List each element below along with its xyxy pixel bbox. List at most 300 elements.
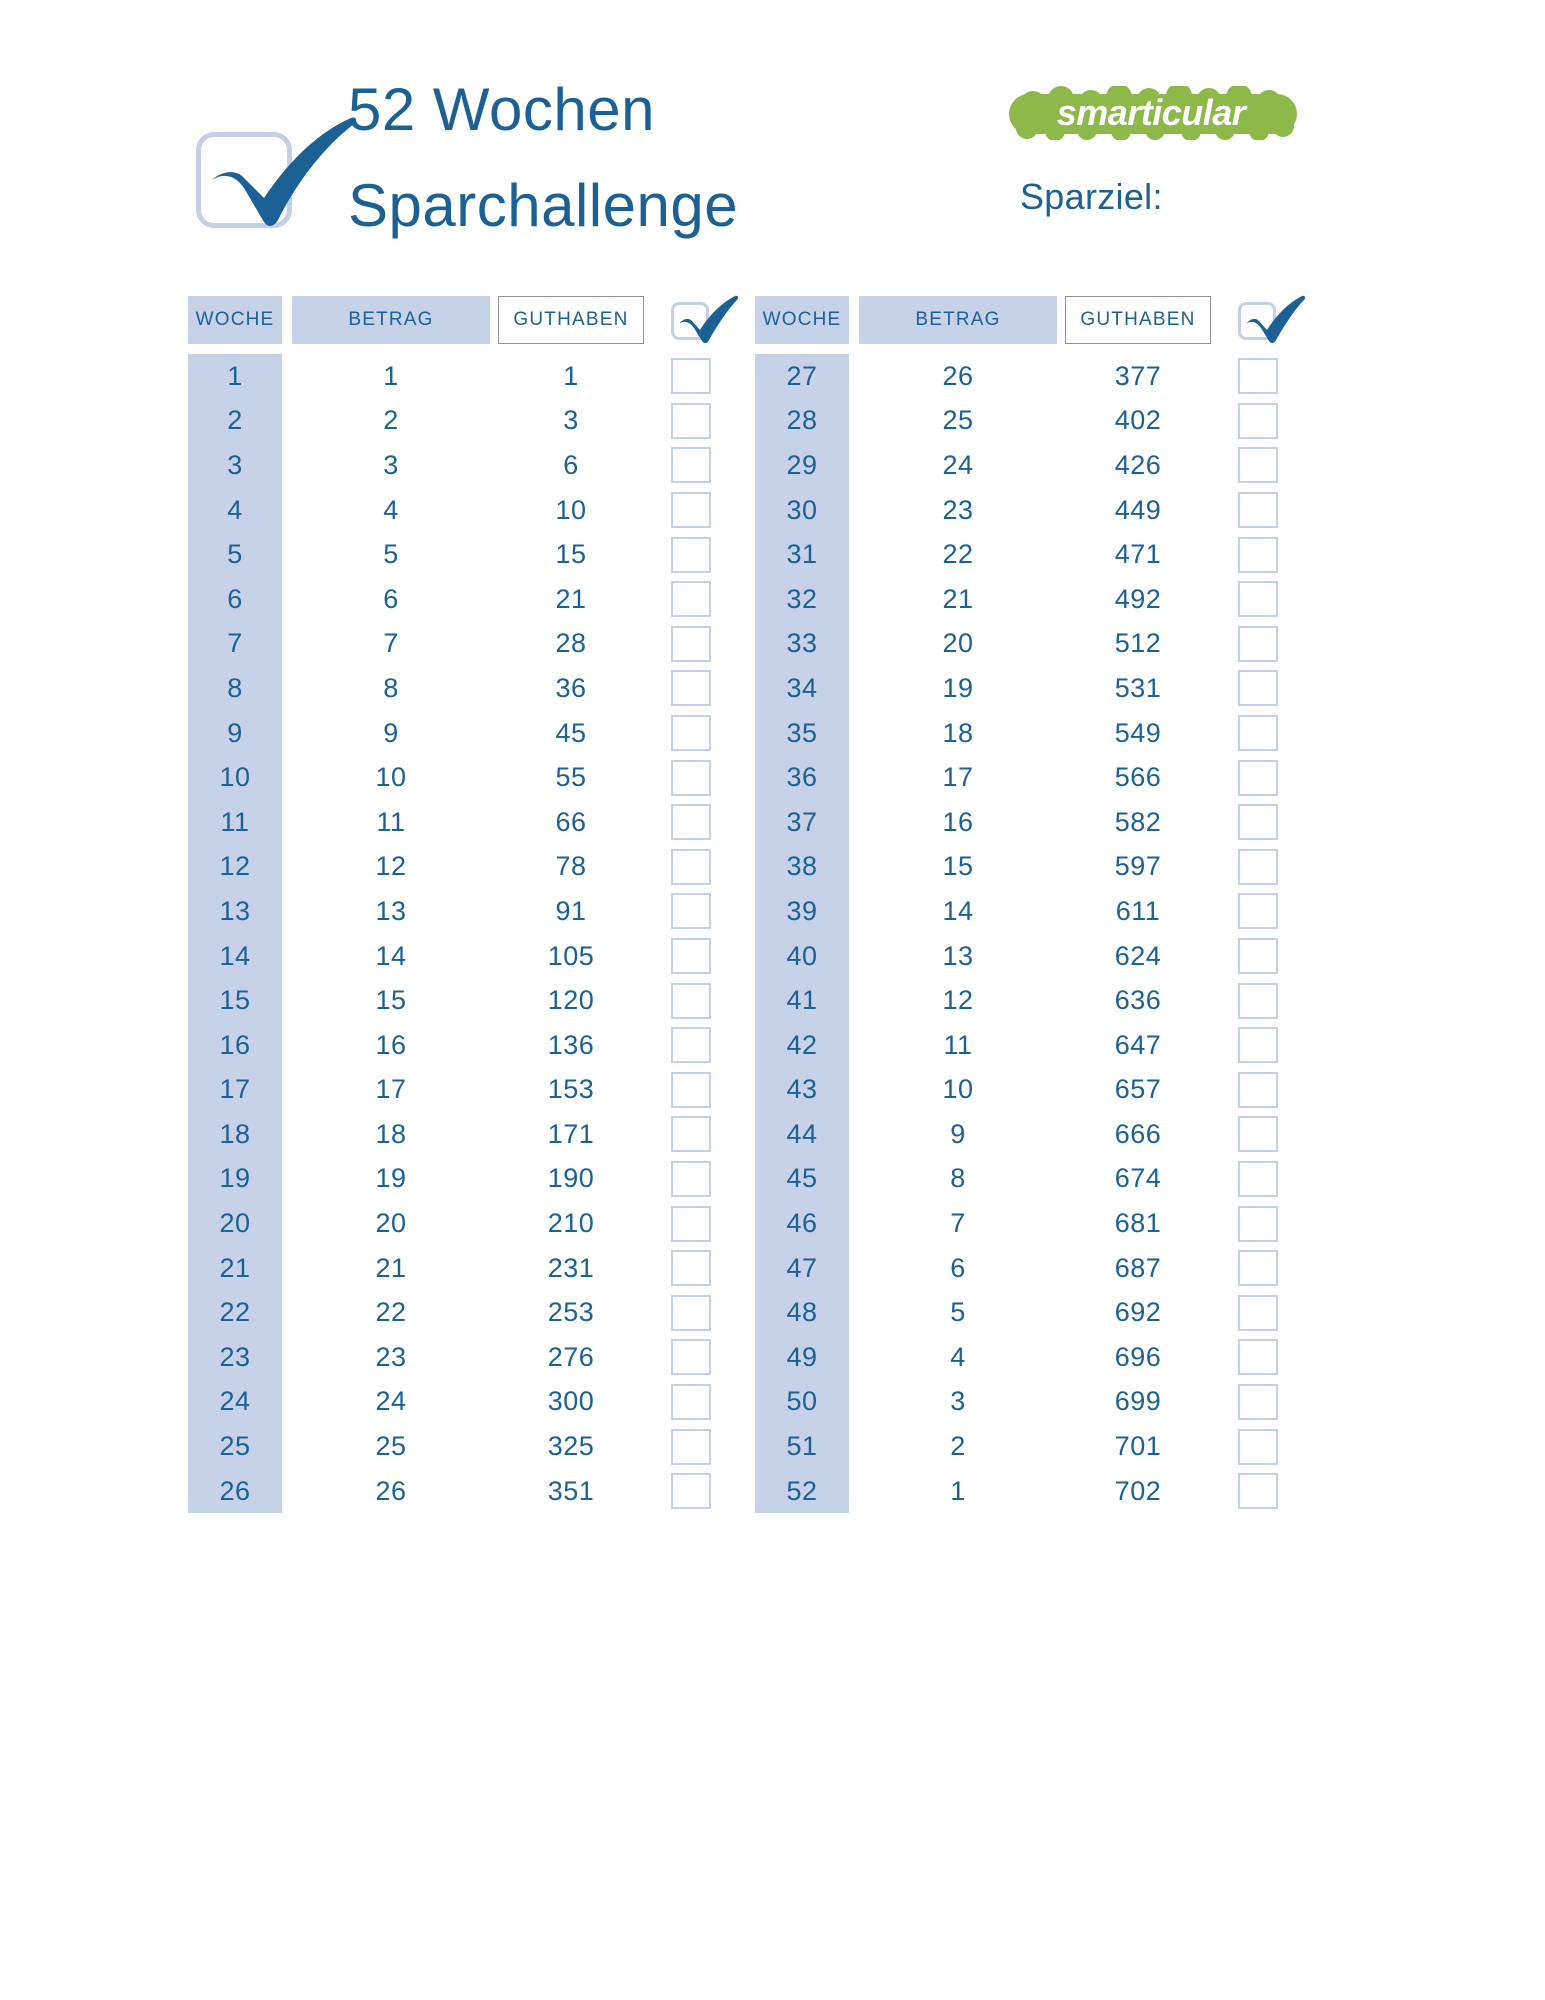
cell-guthaben: 3 — [563, 405, 579, 436]
row-checkbox[interactable] — [1238, 1116, 1278, 1152]
cell-checkbox-wrapper — [654, 755, 728, 800]
cell-checkbox-wrapper — [1221, 1424, 1295, 1469]
cell-guthaben: 647 — [1114, 1029, 1162, 1060]
cell-checkbox-wrapper — [654, 488, 728, 533]
cell-betrag: 16 — [942, 806, 974, 837]
cell-guthaben: 1 — [563, 360, 579, 391]
table-right — [755, 296, 1295, 1513]
cell-betrag: 12 — [942, 985, 974, 1016]
row-checkbox[interactable] — [671, 447, 711, 483]
cell-checkbox-wrapper — [654, 1424, 728, 1469]
table-row — [188, 1290, 728, 1335]
cell-guthaben: 91 — [555, 895, 587, 926]
cell-woche: 31 — [786, 539, 818, 570]
cell-guthaben: 692 — [1114, 1297, 1162, 1328]
cell-woche: 6 — [227, 583, 243, 614]
cell-checkbox-wrapper — [1221, 1068, 1295, 1113]
cell-betrag: 1 — [383, 360, 399, 391]
cell-woche: 52 — [786, 1475, 818, 1506]
row-checkbox[interactable] — [1238, 447, 1278, 483]
cell-guthaben: 512 — [1114, 628, 1162, 659]
cell-betrag: 14 — [942, 895, 974, 926]
row-checkbox[interactable] — [1238, 1384, 1278, 1420]
table-row — [188, 755, 728, 800]
cell-checkbox-wrapper — [654, 889, 728, 934]
cell-guthaben: 681 — [1114, 1208, 1162, 1239]
cell-betrag: 5 — [383, 539, 399, 570]
cell-betrag: 3 — [950, 1386, 966, 1417]
table-row — [755, 622, 1295, 667]
table-row — [188, 354, 728, 399]
row-checkbox[interactable] — [671, 1116, 711, 1152]
table-row — [755, 1023, 1295, 1068]
row-checkbox[interactable] — [1238, 1473, 1278, 1509]
row-checkbox[interactable] — [671, 804, 711, 840]
row-checkbox[interactable] — [1238, 581, 1278, 617]
cell-guthaben: 471 — [1114, 539, 1162, 570]
cell-guthaben: 21 — [555, 583, 587, 614]
cell-woche: 22 — [219, 1297, 251, 1328]
table-row — [755, 1290, 1295, 1335]
row-checkbox[interactable] — [671, 1295, 711, 1331]
title-line-2: Sparchallenge — [348, 172, 739, 239]
cell-guthaben: 153 — [547, 1074, 595, 1105]
cell-woche: 50 — [786, 1386, 818, 1417]
cell-guthaben: 55 — [555, 762, 587, 793]
cell-woche: 39 — [786, 895, 818, 926]
cell-betrag: 4 — [950, 1341, 966, 1372]
cell-woche: 46 — [786, 1208, 818, 1239]
cell-woche: 18 — [219, 1118, 251, 1149]
table-row — [755, 1469, 1295, 1514]
table-left — [188, 296, 728, 1513]
cell-guthaben: 636 — [1114, 985, 1162, 1016]
table-row — [755, 399, 1295, 444]
table-row — [188, 443, 728, 488]
page-title — [340, 62, 900, 254]
cell-checkbox-wrapper — [1221, 755, 1295, 800]
cell-checkbox-wrapper — [654, 1246, 728, 1291]
table-row — [188, 622, 728, 667]
cell-woche: 19 — [219, 1163, 251, 1194]
cell-woche: 21 — [219, 1252, 251, 1283]
row-checkbox[interactable] — [671, 626, 711, 662]
row-checkbox[interactable] — [671, 492, 711, 528]
cell-woche: 12 — [219, 851, 251, 882]
cell-checkbox-wrapper — [654, 1335, 728, 1380]
cell-betrag: 15 — [942, 851, 974, 882]
cell-checkbox-wrapper — [1221, 399, 1295, 444]
row-checkbox[interactable] — [671, 1206, 711, 1242]
cell-guthaben: 351 — [547, 1475, 595, 1506]
cell-checkbox-wrapper — [1221, 443, 1295, 488]
cell-checkbox-wrapper — [654, 978, 728, 1023]
cell-guthaben: 325 — [547, 1431, 595, 1462]
cell-betrag: 21 — [942, 583, 974, 614]
cell-checkbox-wrapper — [654, 1112, 728, 1157]
cell-betrag: 25 — [942, 405, 974, 436]
cell-guthaben: 674 — [1114, 1163, 1162, 1194]
column-header-guthaben: GUTHABEN — [498, 296, 644, 344]
cell-betrag: 23 — [375, 1341, 407, 1372]
row-checkbox[interactable] — [1238, 938, 1278, 974]
row-checkbox[interactable] — [671, 1250, 711, 1286]
cell-woche: 24 — [219, 1386, 251, 1417]
cell-woche: 10 — [219, 762, 251, 793]
cell-guthaben: 105 — [547, 940, 595, 971]
cell-betrag: 16 — [375, 1029, 407, 1060]
cell-checkbox-wrapper — [1221, 1023, 1295, 1068]
cell-betrag: 15 — [375, 985, 407, 1016]
cell-woche: 36 — [786, 762, 818, 793]
row-checkbox[interactable] — [671, 1339, 711, 1375]
row-checkbox[interactable] — [671, 1027, 711, 1063]
row-checkbox[interactable] — [671, 358, 711, 394]
table-row — [188, 666, 728, 711]
row-checkbox[interactable] — [671, 715, 711, 751]
row-checkbox[interactable] — [671, 849, 711, 885]
header-check-glyph — [669, 284, 739, 348]
cell-woche: 4 — [227, 494, 243, 525]
table-row — [188, 1469, 728, 1514]
row-checkbox[interactable] — [1238, 849, 1278, 885]
header-check-glyph — [1236, 284, 1306, 348]
cell-woche: 3 — [227, 449, 243, 480]
cell-checkbox-wrapper — [1221, 532, 1295, 577]
cell-betrag: 10 — [942, 1074, 974, 1105]
table-row — [755, 1246, 1295, 1291]
table-row — [755, 1068, 1295, 1113]
table-row — [755, 354, 1295, 399]
cell-checkbox-wrapper — [654, 845, 728, 890]
cell-woche: 42 — [786, 1029, 818, 1060]
cell-woche: 28 — [786, 405, 818, 436]
cell-guthaben: 15 — [555, 539, 587, 570]
cell-checkbox-wrapper — [1221, 1290, 1295, 1335]
table-row — [755, 577, 1295, 622]
table-row — [755, 532, 1295, 577]
cell-checkbox-wrapper — [1221, 978, 1295, 1023]
column-header-check — [1221, 296, 1295, 344]
row-checkbox[interactable] — [671, 581, 711, 617]
cell-checkbox-wrapper — [654, 1290, 728, 1335]
cell-betrag: 7 — [383, 628, 399, 659]
table-right-header-row — [755, 296, 1295, 344]
cell-betrag: 20 — [375, 1208, 407, 1239]
cell-betrag: 19 — [942, 672, 974, 703]
row-checkbox[interactable] — [1238, 1072, 1278, 1108]
row-checkbox[interactable] — [1238, 804, 1278, 840]
cell-guthaben: 171 — [547, 1118, 595, 1149]
row-checkbox[interactable] — [1238, 983, 1278, 1019]
cell-woche: 11 — [220, 806, 250, 837]
row-checkbox[interactable] — [1238, 1429, 1278, 1465]
cell-betrag: 24 — [375, 1386, 407, 1417]
table-row — [188, 934, 728, 979]
cell-guthaben: 701 — [1114, 1431, 1162, 1462]
cell-betrag: 8 — [950, 1163, 966, 1194]
cell-checkbox-wrapper — [654, 1380, 728, 1425]
row-checkbox[interactable] — [671, 1473, 711, 1509]
cell-guthaben: 66 — [555, 806, 587, 837]
cell-betrag: 18 — [375, 1118, 407, 1149]
cell-guthaben: 657 — [1114, 1074, 1162, 1105]
column-header-woche: WOCHE — [188, 296, 282, 344]
table-row — [755, 845, 1295, 890]
row-checkbox[interactable] — [1238, 492, 1278, 528]
header-checkmark-icon — [1234, 296, 1282, 344]
table-row — [188, 1201, 728, 1246]
cell-checkbox-wrapper — [654, 443, 728, 488]
title-line-1: 52 Wochen — [348, 76, 655, 143]
table-row — [755, 1424, 1295, 1469]
cell-guthaben: 492 — [1114, 583, 1162, 614]
cell-checkbox-wrapper — [654, 399, 728, 444]
table-row — [755, 800, 1295, 845]
row-checkbox[interactable] — [671, 537, 711, 573]
cell-betrag: 7 — [950, 1208, 966, 1239]
cell-guthaben: 582 — [1114, 806, 1162, 837]
cell-woche: 2 — [227, 405, 243, 436]
cell-betrag: 24 — [942, 449, 974, 480]
table-row — [188, 1380, 728, 1425]
cell-betrag: 18 — [942, 717, 974, 748]
table-row — [188, 1424, 728, 1469]
cell-betrag: 4 — [383, 494, 399, 525]
cell-woche: 33 — [786, 628, 818, 659]
column-header-betrag: BETRAG — [859, 296, 1057, 344]
table-row — [755, 1380, 1295, 1425]
table-row — [188, 1112, 728, 1157]
cell-woche: 45 — [786, 1163, 818, 1194]
row-checkbox[interactable] — [671, 760, 711, 796]
cell-guthaben: 6 — [563, 449, 579, 480]
cell-woche: 1 — [227, 360, 243, 391]
column-header-check — [654, 296, 728, 344]
cell-betrag: 26 — [375, 1475, 407, 1506]
cell-woche: 7 — [227, 628, 243, 659]
cell-checkbox-wrapper — [654, 666, 728, 711]
row-checkbox[interactable] — [1238, 1339, 1278, 1375]
cell-betrag: 22 — [942, 539, 974, 570]
row-checkbox[interactable] — [1238, 626, 1278, 662]
row-checkbox[interactable] — [1238, 1027, 1278, 1063]
row-checkbox[interactable] — [671, 1429, 711, 1465]
cell-checkbox-wrapper — [1221, 1335, 1295, 1380]
cell-betrag: 17 — [942, 762, 974, 793]
table-row — [188, 1335, 728, 1380]
cell-checkbox-wrapper — [654, 711, 728, 756]
cell-woche: 20 — [219, 1208, 251, 1239]
cell-guthaben: 611 — [1115, 895, 1161, 926]
cell-betrag: 2 — [383, 405, 399, 436]
cell-betrag: 19 — [375, 1163, 407, 1194]
table-row — [188, 532, 728, 577]
cell-guthaben: 426 — [1114, 449, 1162, 480]
row-checkbox[interactable] — [671, 938, 711, 974]
cell-woche: 38 — [786, 851, 818, 882]
cell-betrag: 14 — [375, 940, 407, 971]
row-checkbox[interactable] — [1238, 1295, 1278, 1331]
row-checkbox[interactable] — [671, 983, 711, 1019]
cell-guthaben: 28 — [555, 628, 587, 659]
table-row — [188, 1023, 728, 1068]
cell-guthaben: 402 — [1114, 405, 1162, 436]
row-checkbox[interactable] — [671, 670, 711, 706]
cell-guthaben: 190 — [547, 1163, 595, 1194]
table-row — [755, 1335, 1295, 1380]
cell-woche: 43 — [786, 1074, 818, 1105]
table-row — [755, 711, 1295, 756]
cell-woche: 44 — [786, 1118, 818, 1149]
cell-woche: 37 — [786, 806, 818, 837]
page-header — [0, 0, 1545, 290]
cell-woche: 41 — [786, 985, 818, 1016]
cell-woche: 23 — [219, 1341, 251, 1372]
cell-guthaben: 120 — [547, 985, 595, 1016]
row-checkbox[interactable] — [671, 1384, 711, 1420]
cell-woche: 16 — [219, 1029, 251, 1060]
row-checkbox[interactable] — [1238, 1161, 1278, 1197]
row-checkbox[interactable] — [671, 893, 711, 929]
cell-checkbox-wrapper — [1221, 1380, 1295, 1425]
cell-betrag: 22 — [375, 1297, 407, 1328]
cell-checkbox-wrapper — [1221, 666, 1295, 711]
cell-woche: 35 — [786, 717, 818, 748]
cell-guthaben: 276 — [547, 1341, 595, 1372]
table-row — [188, 488, 728, 533]
cell-checkbox-wrapper — [654, 532, 728, 577]
cell-checkbox-wrapper — [654, 354, 728, 399]
table-left-header-row — [188, 296, 728, 344]
row-checkbox[interactable] — [1238, 358, 1278, 394]
table-row — [188, 711, 728, 756]
cell-woche: 29 — [786, 449, 818, 480]
row-checkbox[interactable] — [1238, 403, 1278, 439]
cell-checkbox-wrapper — [1221, 845, 1295, 890]
cell-betrag: 9 — [950, 1118, 966, 1149]
column-header-betrag: BETRAG — [292, 296, 490, 344]
cell-guthaben: 78 — [555, 851, 587, 882]
column-header-guthaben: GUTHABEN — [1065, 296, 1211, 344]
cell-betrag: 8 — [383, 672, 399, 703]
table-row — [755, 978, 1295, 1023]
table-row — [755, 488, 1295, 533]
cell-checkbox-wrapper — [1221, 934, 1295, 979]
row-checkbox[interactable] — [671, 1072, 711, 1108]
row-checkbox[interactable] — [1238, 670, 1278, 706]
cell-woche: 25 — [219, 1431, 251, 1462]
table-row — [755, 666, 1295, 711]
cell-betrag: 3 — [383, 449, 399, 480]
savings-goal-label: Sparziel: — [1020, 176, 1163, 217]
title-checkmark-icon — [196, 132, 300, 236]
cell-betrag: 10 — [375, 762, 407, 793]
cell-betrag: 12 — [375, 851, 407, 882]
row-checkbox[interactable] — [1238, 715, 1278, 751]
cell-woche: 8 — [227, 672, 243, 703]
cell-betrag: 9 — [383, 717, 399, 748]
cell-betrag: 5 — [950, 1297, 966, 1328]
cell-guthaben: 566 — [1114, 762, 1162, 793]
table-row — [755, 1201, 1295, 1246]
cell-woche: 14 — [219, 940, 251, 971]
cell-checkbox-wrapper — [1221, 622, 1295, 667]
cell-guthaben: 531 — [1114, 672, 1162, 703]
cell-betrag: 6 — [950, 1252, 966, 1283]
cell-checkbox-wrapper — [1221, 800, 1295, 845]
cell-checkbox-wrapper — [1221, 1157, 1295, 1202]
cell-checkbox-wrapper — [654, 800, 728, 845]
cell-betrag: 13 — [375, 895, 407, 926]
row-checkbox[interactable] — [671, 403, 711, 439]
cell-guthaben: 449 — [1114, 494, 1162, 525]
cell-checkbox-wrapper — [654, 1157, 728, 1202]
cell-checkbox-wrapper — [654, 1469, 728, 1514]
cell-checkbox-wrapper — [654, 934, 728, 979]
cell-guthaben: 624 — [1114, 940, 1162, 971]
table-row — [188, 1068, 728, 1113]
cell-guthaben: 666 — [1114, 1118, 1162, 1149]
cell-woche: 26 — [219, 1475, 251, 1506]
cell-checkbox-wrapper — [1221, 1246, 1295, 1291]
row-checkbox[interactable] — [1238, 1206, 1278, 1242]
table-row — [188, 845, 728, 890]
table-row — [188, 889, 728, 934]
cell-checkbox-wrapper — [1221, 577, 1295, 622]
cell-betrag: 2 — [950, 1431, 966, 1462]
cell-checkbox-wrapper — [654, 1068, 728, 1113]
cell-woche: 15 — [219, 985, 251, 1016]
cell-guthaben: 45 — [555, 717, 587, 748]
cell-guthaben: 300 — [547, 1386, 595, 1417]
cell-checkbox-wrapper — [654, 622, 728, 667]
cell-guthaben: 36 — [555, 672, 587, 703]
table-row — [755, 1112, 1295, 1157]
cell-guthaben: 696 — [1114, 1341, 1162, 1372]
title-check-glyph — [190, 84, 360, 244]
table-row — [755, 889, 1295, 934]
cell-betrag: 11 — [943, 1029, 973, 1060]
cell-woche: 48 — [786, 1297, 818, 1328]
cell-guthaben: 377 — [1114, 360, 1162, 391]
cell-checkbox-wrapper — [1221, 711, 1295, 756]
cell-woche: 49 — [786, 1341, 818, 1372]
logo-wordmark: smarticular — [1056, 92, 1246, 133]
cell-woche: 5 — [227, 539, 243, 570]
cell-betrag: 21 — [375, 1252, 407, 1283]
cell-betrag: 13 — [942, 940, 974, 971]
header-checkmark-icon — [667, 296, 715, 344]
table-row — [755, 755, 1295, 800]
cell-checkbox-wrapper — [654, 1023, 728, 1068]
cell-betrag: 1 — [950, 1475, 966, 1506]
cell-guthaben: 549 — [1114, 717, 1162, 748]
cell-checkbox-wrapper — [1221, 889, 1295, 934]
cell-woche: 30 — [786, 494, 818, 525]
row-checkbox[interactable] — [671, 1161, 711, 1197]
cell-betrag: 11 — [376, 806, 406, 837]
row-checkbox[interactable] — [1238, 537, 1278, 573]
row-checkbox[interactable] — [1238, 893, 1278, 929]
cell-woche: 34 — [786, 672, 818, 703]
cell-woche: 47 — [786, 1252, 818, 1283]
cell-checkbox-wrapper — [1221, 354, 1295, 399]
table-left-body — [188, 354, 728, 1513]
row-checkbox[interactable] — [1238, 760, 1278, 796]
cell-checkbox-wrapper — [1221, 488, 1295, 533]
row-checkbox[interactable] — [1238, 1250, 1278, 1286]
